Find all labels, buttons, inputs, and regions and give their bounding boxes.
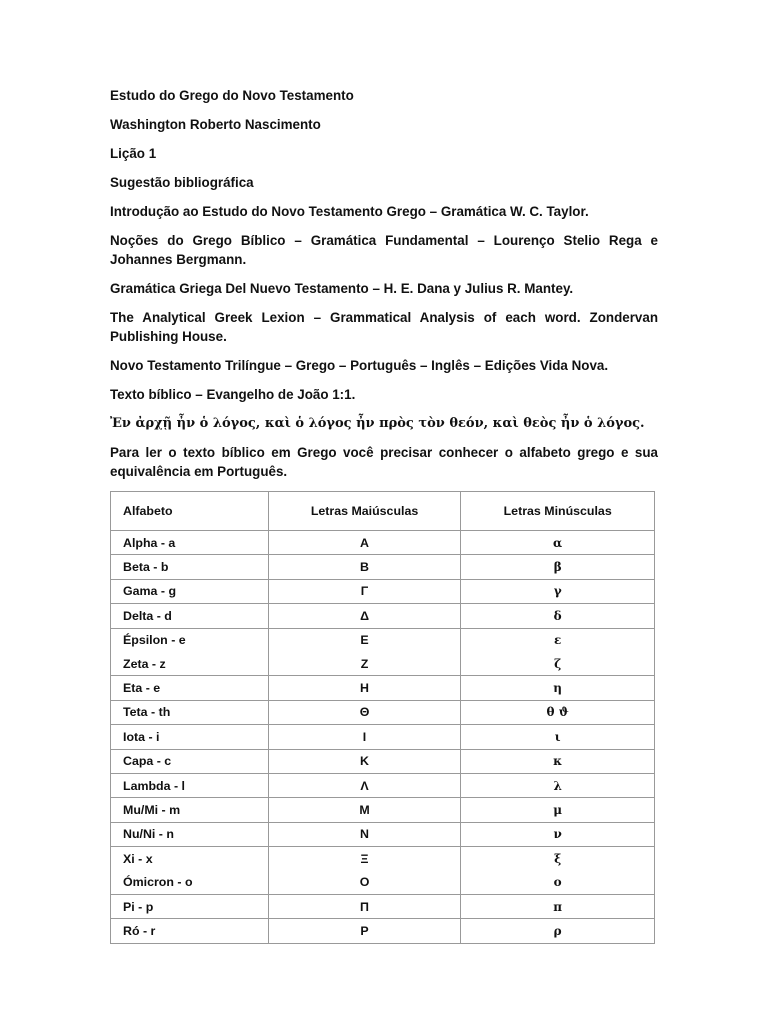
table-row [111,604,655,628]
letter-name: Gama - g [111,579,269,603]
table-row [111,919,655,943]
table-row [111,555,655,579]
letter-name: Zeta - z [111,652,269,676]
table-row [111,700,655,724]
lowercase-letter: ε [461,628,655,652]
document-title: Estudo do Grego do Novo Testamento [110,88,354,103]
uppercase-letter: Ι [268,725,461,749]
lowercase-letter: ι [461,725,655,749]
letter-name: Delta - d [111,604,269,628]
letter-name: Teta - th [111,700,269,724]
lowercase-letter: ρ [461,919,655,943]
uppercase-letter: Δ [268,604,461,628]
table-row [111,628,655,652]
reference-item: Gramática Griega Del Nuevo Testamento – H. E. Dana y Julius R. Mantey. [110,281,574,296]
lowercase-letter: α [461,531,655,555]
uppercase-letter: Η [268,676,461,700]
uppercase-letter: Ζ [268,652,461,676]
reference-item: Novo Testamento Trilíngue – Grego – Português – Inglês – Edições Vida Nova. [110,358,609,373]
lowercase-letter: θ ϑ [461,700,655,724]
document-body [110,86,658,491]
header-alphabet: Alfabeto [111,492,269,531]
reference-item: The Analytical Greek Lexion – Grammatical Analysis of each word. Zondervan Publishing House. [110,310,658,344]
greek-alphabet-table [110,491,655,944]
reference-item: Introdução ao Estudo do Novo Testamento Grego – Gramática W. C. Taylor. [110,204,589,219]
uppercase-letter: Ο [268,870,461,894]
uppercase-letter: Π [268,894,461,918]
letter-name: Nu/Ni - n [111,822,269,846]
intro-paragraph: Para ler o texto bíblico em Grego você precisar conhecer o alfabeto grego e sua equivalência em Português. [110,445,658,479]
table-row [111,847,655,871]
header-uppercase: Letras Maiúsculas [268,492,461,531]
letter-name: Eta - e [111,676,269,700]
table-row [111,749,655,773]
lesson-label: Lição 1 [110,146,157,161]
document-author: Washington Roberto Nascimento [110,117,321,132]
letter-name: Ró - r [111,919,269,943]
table-row [111,894,655,918]
table-row [111,773,655,797]
header-lowercase: Letras Minúsculas [461,492,655,531]
letter-name: Ómicron - o [111,870,269,894]
uppercase-letter: Ξ [268,847,461,871]
lowercase-letter: λ [461,773,655,797]
letter-name: Pi - p [111,894,269,918]
letter-name: Iota - i [111,725,269,749]
bibliography-heading: Sugestão bibliográfica [110,175,254,190]
lowercase-letter: η [461,676,655,700]
letter-name: Lambda - l [111,773,269,797]
uppercase-letter: Θ [268,700,461,724]
table-row [111,676,655,700]
lowercase-letter: ζ [461,652,655,676]
table-row [111,870,655,894]
bible-text-label: Texto bíblico – Evangelho de João 1:1. [110,387,356,402]
uppercase-letter: Ν [268,822,461,846]
table-row [111,652,655,676]
table-row [111,725,655,749]
lowercase-letter: ν [461,822,655,846]
letter-name: Capa - c [111,749,269,773]
uppercase-letter: Λ [268,773,461,797]
table-row [111,798,655,822]
uppercase-letter: Β [268,555,461,579]
uppercase-letter: Ρ [268,919,461,943]
lowercase-letter: ο [461,870,655,894]
lowercase-letter: β [461,555,655,579]
reference-item: Noções do Grego Bíblico – Gramática Fundamental – Lourenço Stelio Rega e Johannes Bergmann. [110,233,658,267]
table-row [111,822,655,846]
lowercase-letter: γ [461,579,655,603]
letter-name: Épsilon - e [111,628,269,652]
table-row [111,579,655,603]
greek-verse: Ἐν ἀρχῇ ἦν ὁ λόγος, καὶ ὁ λόγος ἦν πρὸς τὸν θεόν, καὶ θεὸς ἦν ὁ λόγος. [110,416,645,431]
letter-name: Alpha - a [111,531,269,555]
letter-name: Beta - b [111,555,269,579]
lowercase-letter: μ [461,798,655,822]
uppercase-letter: Ε [268,628,461,652]
lowercase-letter: κ [461,749,655,773]
uppercase-letter: Α [268,531,461,555]
lowercase-letter: ξ [461,847,655,871]
uppercase-letter: Μ [268,798,461,822]
uppercase-letter: Γ [268,579,461,603]
lowercase-letter: δ [461,604,655,628]
letter-name: Mu/Mi - m [111,798,269,822]
table-header-row [111,492,655,531]
letter-name: Xi - x [111,847,269,871]
uppercase-letter: Κ [268,749,461,773]
lowercase-letter: π [461,894,655,918]
table-row [111,531,655,555]
